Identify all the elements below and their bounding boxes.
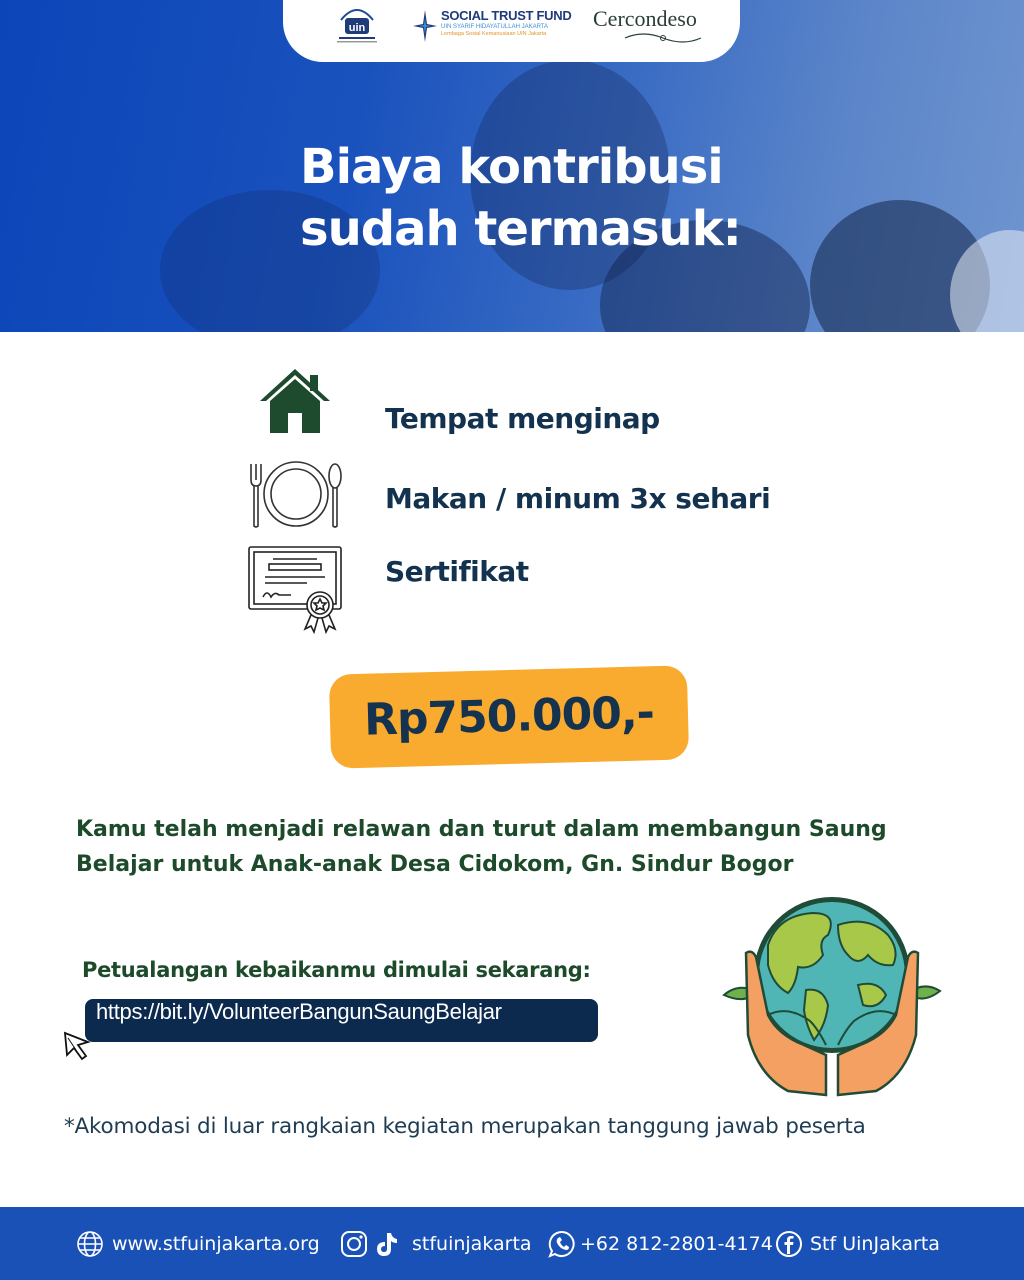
tiktok-icon	[372, 1230, 400, 1258]
footer-facebook-text[interactable]: Stf UinJakarta	[810, 1232, 940, 1255]
uin-logo-icon	[333, 2, 381, 44]
partner-logos	[283, 0, 740, 62]
include-item-lodging: Tempat menginap	[385, 402, 660, 435]
instagram-icon	[340, 1230, 368, 1258]
price-badge	[329, 665, 689, 768]
cta-heading: Petualangan kebaikanmu dimulai sekarang:	[82, 958, 591, 982]
stf-logo	[411, 8, 572, 50]
stf-star-icon	[411, 8, 439, 44]
footer	[0, 1207, 1024, 1280]
footer-phone-text[interactable]: +62 812-2801-4174	[580, 1232, 773, 1255]
hero-banner	[0, 0, 1024, 332]
svg-text:uin: uin	[348, 22, 366, 34]
footer-phone[interactable]	[548, 1207, 773, 1280]
certificate-icon	[247, 545, 343, 635]
footer-social[interactable]	[340, 1207, 532, 1280]
house-icon	[258, 367, 332, 435]
globe-icon	[76, 1230, 104, 1258]
accommodation-note: *Akomodasi di luar rangkaian kegiatan merupakan tanggung jawab peserta	[64, 1114, 866, 1139]
price-value: Rp750.000,-	[363, 687, 655, 746]
plate-cutlery-icon	[247, 460, 345, 530]
cursor-icon	[62, 1030, 92, 1062]
include-item-certificate: Sertifikat	[385, 555, 529, 588]
registration-link-text[interactable]: https://bit.ly/VolunteerBangunSaungBelajar	[96, 999, 502, 1024]
footer-facebook[interactable]	[775, 1207, 940, 1280]
stf-logo-tagline: Lembaga Sosial Kemanusiaan UIN Jakarta	[441, 31, 547, 37]
registration-link[interactable]	[85, 999, 598, 1042]
footer-website[interactable]	[76, 1207, 320, 1280]
page-title	[300, 136, 780, 260]
whatsapp-icon	[548, 1230, 576, 1258]
footer-website-text[interactable]: www.stfuinjakarta.org	[112, 1232, 320, 1255]
include-item-meals: Makan / minum 3x sehari	[385, 482, 771, 515]
ornament-icon	[623, 32, 703, 44]
cercondeso-logo: Cercondeso	[593, 6, 697, 31]
description-text: Kamu telah menjadi relawan dan turut dalam membangun Saung Belajar untuk Anak-anak Desa Cidokom, Gn. Sindur Bogor	[76, 817, 887, 877]
footer-social-text[interactable]: stfuinjakarta	[412, 1232, 532, 1255]
facebook-icon	[775, 1230, 803, 1258]
stf-logo-subtitle: UIN SYARIF HIDAYATULLAH JAKARTA	[441, 24, 549, 30]
title-line-2: sudah termasuk:	[300, 201, 741, 257]
globe-in-hands-icon	[718, 895, 946, 1097]
stf-logo-title: SOCIAL TRUST FUND	[441, 8, 572, 23]
title-line-1: Biaya kontribusi	[300, 139, 723, 195]
